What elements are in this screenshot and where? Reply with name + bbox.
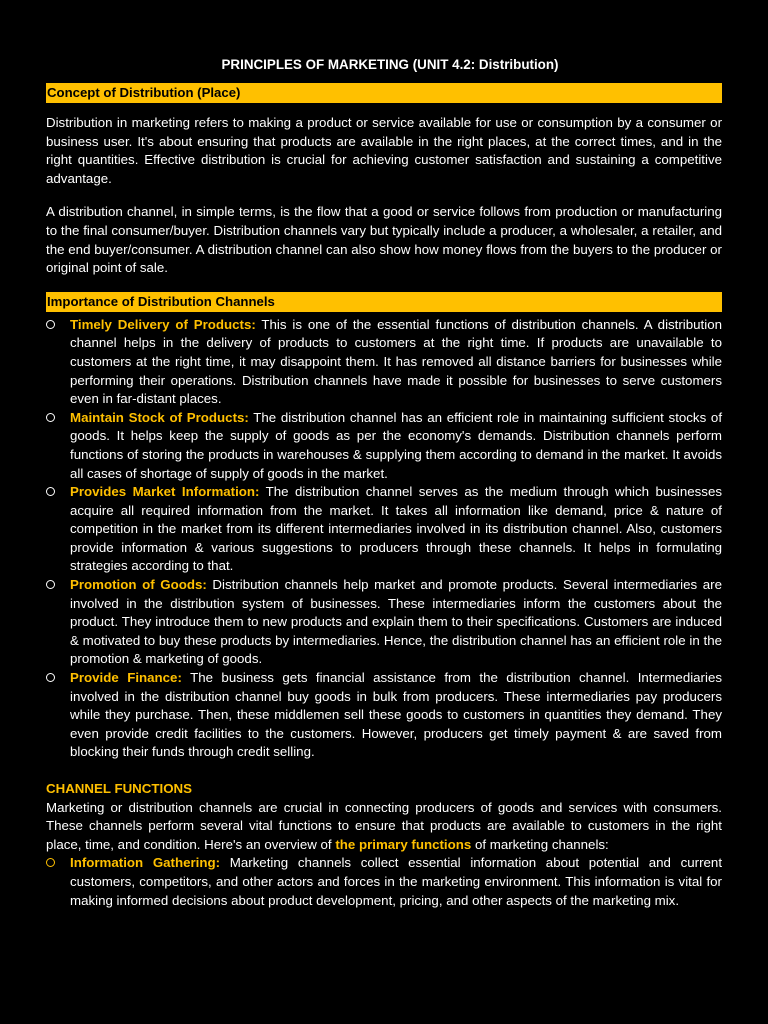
document-title: PRINCIPLES OF MARKETING (UNIT 4.2: Distribution) [221,57,559,72]
section-heading-concept: Concept of Distribution (Place) [46,83,722,103]
bullet-label: Provides Market Information: [70,484,260,500]
circle-bullet-icon [46,487,55,496]
paragraph-distribution-channel: A distribution channel, in simple terms, is the flow that a good or service follows from production or manufacturing to the final consumer/buyer. Distribution channels vary but typically include a producer, a wholesaler, a retailer, and the end buyer/consumer. A distribution channel can also show how money flows from the buyers to the producer or original point of sale. [46,204,722,276]
circle-bullet-icon [46,673,55,682]
document-page [46,54,722,910]
intro-text-end: of marketing channels: [471,836,609,852]
list-item [46,854,722,910]
bullet-text: Distribution channels help market and promote products. Several intermediaries are involved in the distribution system of businesses. These intermediaries inform the customers about the product. They introduce them to new products and explain them to their specifications. Customers are induced & motivated to buy these products by intermediaries. Hence, the distribution channel has an efficient role in the promotion & marketing of goods. [70,577,722,667]
list-item [46,409,722,483]
bullet-text: This is one of the essential functions of distribution channels. A distribution channel helps in the delivery of products to customers at the right time. If products are unavailable to customers at the right time, it may disappoint them. It has removed all distance barriers for businesses while performing their operations. Distribution channels have made it possible for businesses to serve customers even in far-distant places. [70,316,722,407]
section-heading-channel-functions: CHANNEL FUNCTIONS [46,781,193,796]
bullet-label: Promotion of Goods: [70,577,207,593]
circle-bullet-icon [46,580,55,589]
circle-bullet-icon [46,320,55,329]
circle-bullet-icon [46,858,55,867]
bullet-label: Provide Finance: [70,670,182,686]
list-item [46,669,722,762]
bullet-text: The distribution channel has an efficient role in maintaining sufficient stocks of goods. It helps keep the supply of goods as per the economy's demands. Distribution channels perform functions of storing the products in warehouses & supplying them according to demand in the market. It avoids all cases of shortage of supply of goods in the market. [70,409,723,481]
primary-functions-highlight: the primary functions [335,836,472,852]
section-heading-importance: Importance of Distribution Channels [46,292,722,312]
bullet-label: Timely Delivery of Products: [70,316,256,332]
importance-list [46,316,722,762]
bullet-label: Information Gathering: [70,855,221,871]
bullet-label: Maintain Stock of Products: [70,409,249,425]
bullet-text: The distribution channel serves as the medium through which businesses acquire all required information from the market. It takes all information like demand, price & nature of competition in the market from its different intermediaries involved in its distribution channel. Also, customers provide information & various suggestions to producers through these channels. It helps in formulating strategies according to that. [70,484,722,574]
circle-bullet-icon [46,413,55,422]
bullet-text: The business gets financial assistance from the distribution channel. Intermediaries involved in the distribution channel buy goods in bulk from producers. These intermediaries pay producers while they purchase. Then, these middlemen sell these goods to customers in quantities they demand. They even provide credit facilities to the customers. However, producers get timely payment & are saved from blocking their funds through credit selling. [70,670,722,760]
intro-text-start: Marketing or distribution channels are crucial in connecting producers of goods and services with consumers. These channels perform several vital functions to ensure that products are available to customers in the right place, time, and condition. Here's an overview of [46,799,722,852]
bullet-text: Marketing channels collect essential information about potential and current customers, competitors, and other actors and forces in the marketing environment. This information is vital for making informed decisions about product development, pricing, and other aspects of the marketing mix. [70,855,723,908]
paragraph-distribution-definition: Distribution in marketing refers to making a product or service available for use or consumption by a consumer or business user. It's about ensuring that products are available in the right places, at the correct times, and in the right quantities. Effective distribution is crucial for achieving customer satisfaction and sustaining a competitive advantage. [46,115,722,186]
channel-functions-list [46,854,722,910]
list-item [46,316,722,409]
list-item [46,483,722,576]
list-item [46,576,722,669]
paragraph-channel-functions-intro [46,799,722,855]
